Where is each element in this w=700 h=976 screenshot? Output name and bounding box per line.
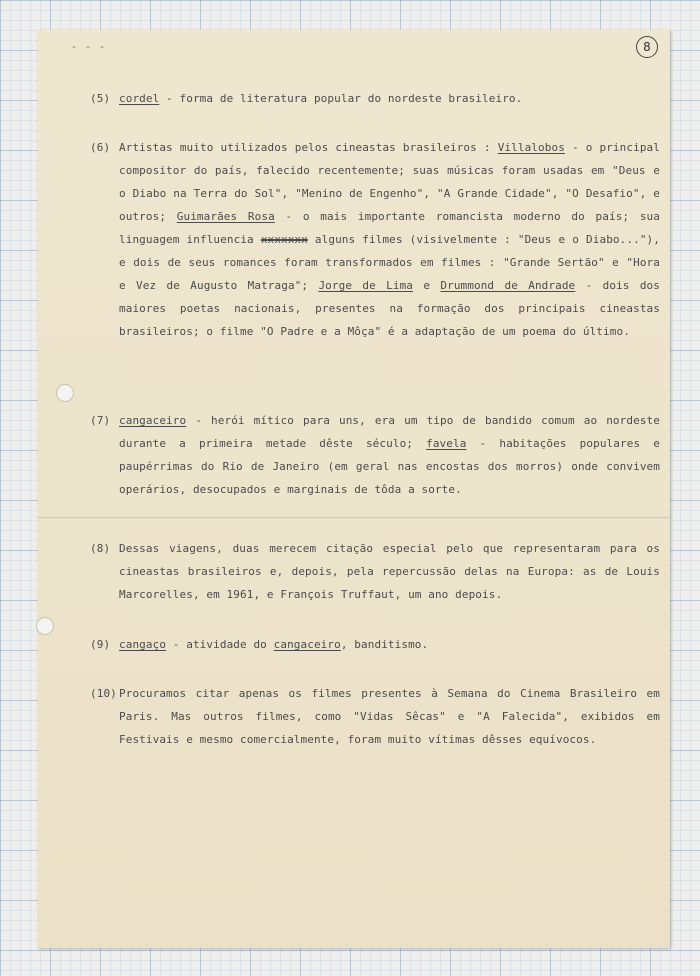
- text-run: alguns filmes (visivelmente : "Deus e o Diabo..."), e dois de seus romances foram transformados em filmes : "Grande Sertão" e "Hora e Vez de Augusto Matraga";: [119, 233, 660, 292]
- text-run: - herói mítico para uns, era um tipo de bandido comum ao nordeste durante a primeira metade dêste século;: [119, 414, 660, 450]
- underlined-term: Jorge de Lima: [318, 279, 414, 292]
- page-number: 8: [636, 36, 658, 58]
- note-number: (10): [90, 687, 117, 700]
- underlined-term: cordel: [119, 92, 160, 105]
- margin-marks: - - -: [71, 42, 107, 53]
- note-text: [90, 136, 660, 343]
- footnote-5: [90, 87, 660, 110]
- note-number: (9): [90, 638, 111, 651]
- underlined-term: Guimarães Rosa: [176, 210, 275, 223]
- text-run: - forma de literatura popular do nordeste brasileiro.: [159, 92, 523, 105]
- footnote-10: [90, 682, 660, 751]
- text-run: Dessas viagens, duas merecem citação especial pelo que representaram para os cineastas brasileiros e, depois, pela repercussão delas na Europa: as de Louis Marcorelles, em 1961, e François Truffaut, um ano depois.: [119, 542, 660, 601]
- punch-hole: [56, 384, 74, 402]
- note-text: [90, 682, 660, 751]
- note-number: (5): [90, 92, 111, 105]
- note-number: (8): [90, 542, 111, 555]
- note-text: [90, 409, 660, 501]
- text-run: , banditismo.: [340, 638, 429, 651]
- footnote-8: [90, 537, 660, 606]
- text-run: - o mais importante romancista moderno do país; sua linguagem influencia: [119, 210, 661, 246]
- punch-hole: [36, 617, 54, 635]
- text-run: - dois dos maiores poetas nacionais, presentes na formação dos principais cineastas brasileiros; o filme "O Padre e a Môça" é a adaptação de um poema do último.: [119, 279, 660, 338]
- underlined-term: cangaço: [119, 638, 167, 651]
- footnote-7: [90, 409, 660, 501]
- note-text: [90, 633, 660, 656]
- underlined-term: Villalobos: [497, 141, 565, 154]
- underlined-term: cangaceiro: [273, 638, 341, 651]
- text-run: - habitações populares e paupérrimas do Rio de Janeiro (em geral nas encostas dos morros) onde convivem operários, desocupados e marginais de tôda a sorte.: [119, 437, 660, 496]
- note-text: [90, 537, 660, 606]
- note-number: (6): [90, 141, 111, 154]
- note-number: (7): [90, 414, 111, 427]
- note-text: [90, 87, 660, 110]
- underlined-term: Drummond de Andrade: [440, 279, 576, 292]
- text-run: Artistas muito utilizados pelos cineastas brasileiros :: [119, 141, 498, 154]
- document-sheet: [38, 30, 670, 948]
- struck-word: xxxxxxx: [260, 233, 308, 246]
- footnote-9: [90, 633, 660, 656]
- underlined-term: favela: [426, 437, 467, 450]
- underlined-term: cangaceiro: [119, 414, 187, 427]
- text-run: - atividade do: [166, 638, 274, 651]
- text-run: Procuramos citar apenas os filmes presentes à Semana do Cinema Brasileiro em Paris. Mas outros filmes, como "Vidas Sêcas" e "A Falecida", exibidos em Festivais e mesmo comercialmente, foram muito vítimas dêsses equívocos.: [119, 687, 660, 746]
- text-run: - o principal compositor do país, falecido recentemente; suas músicas foram usadas em "Deus e o Diabo na Terra do Sol", "Menino de Engenho", "A Grande Cidade", "O Desafio", e outros;: [119, 141, 660, 223]
- paper-fold-line: [38, 517, 670, 519]
- text-run: e: [413, 279, 441, 292]
- footnote-6: [90, 136, 660, 343]
